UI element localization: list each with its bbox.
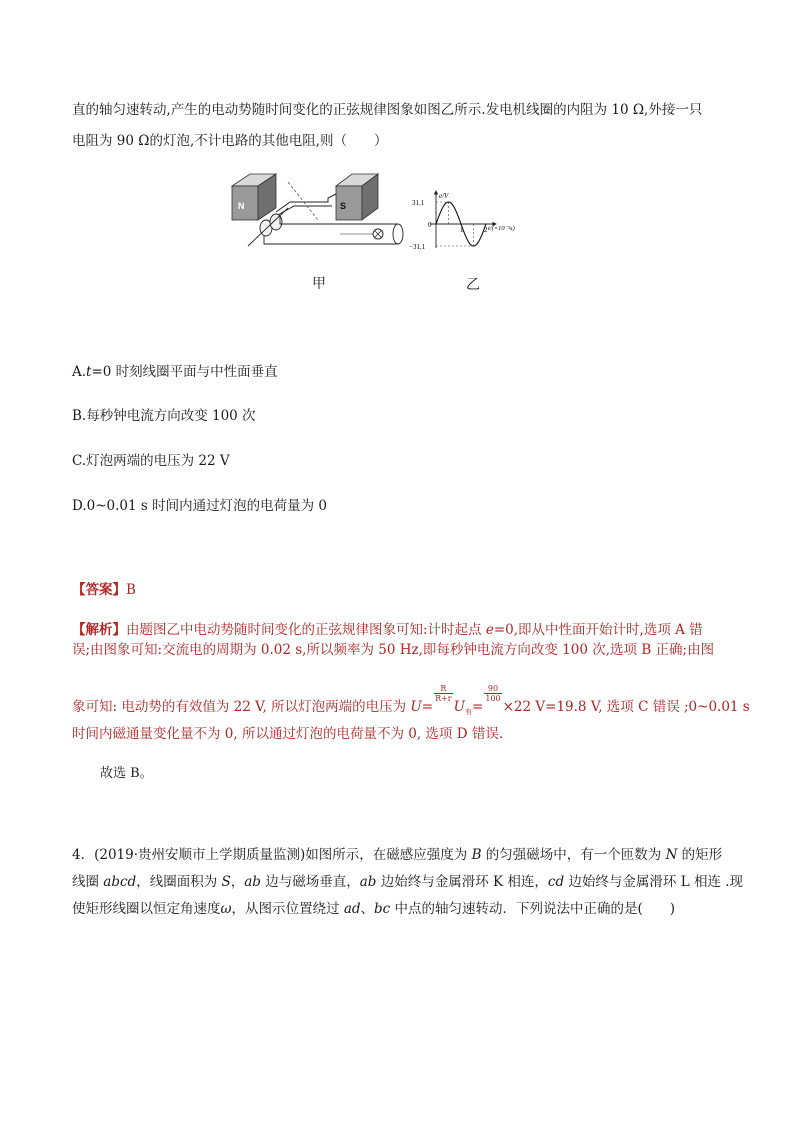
option-d: D.0~0.01 s 时间内通过灯泡的电荷量为 0: [72, 498, 327, 514]
analysis-line-3: 象可知: 电动势的有效值为 22 V, 所以灯泡两端的电压为 U= $\frac{R}{R+r}$ $U_有=$ $\frac{90}{100}$ ×22 V=19.8 V, 选项 C 错误 ;0~0.01 s: [72, 684, 750, 716]
intro-line-2: 电阻为 90 Ω的灯泡,不计电路的其他电阻,则（ ）: [72, 133, 388, 149]
generator-figure: [228, 172, 406, 252]
caption-yi: 乙: [466, 277, 480, 293]
y-axis-label: e/V: [439, 192, 449, 200]
option-c: C.灯泡两端的电压为 22 V: [72, 453, 230, 469]
caption-jia: 甲: [312, 276, 326, 292]
analysis-line-4: 时间内磁通量变化量不为 0, 所以通过灯泡的电荷量不为 0, 选项 D 错误.: [72, 726, 504, 742]
x-tick-1: 1: [460, 226, 464, 234]
intro-line-1: 直的轴匀速转动,产生的电动势随时间变化的正弦规律图象如图乙所示.发电机线圈的内阻为 10 Ω,外接一只: [72, 102, 703, 118]
y-max-label: 31.1: [412, 199, 425, 207]
question4-line-2: 线圈 abcd，线圈面积为 S，ab 边与磁场垂直，ab 边始终与金属滑环 K 相连，cd 边始终与金属滑环 L 相连 .现: [72, 874, 744, 890]
option-b: B.每秒钟电流方向改变 100 次: [72, 408, 256, 424]
question4-line-3: 使矩形线圈以恒定角速度ω，从图示位置绕过 ad、bc 中点的轴匀速转动．下列说法中正确的是( ): [72, 901, 676, 917]
emf-graph: [408, 188, 538, 254]
analysis-line-2: 误;由图象可知:交流电的周期为 0.02 s,所以频率为 50 Hz,即每秒钟电流方向改变 100 次,选项 B 正确;由图: [72, 642, 715, 658]
fraction-r-over-rr: $\frac{R}{R+r}$: [435, 684, 452, 703]
x-axis-label: t/(×10⁻²s): [488, 225, 515, 232]
fraction-90-over-100: $\frac{90}{100}$: [485, 684, 501, 703]
y-min-label: −31.1: [409, 243, 426, 251]
magnet-n-label: N: [238, 201, 245, 211]
x-tick-2: 2: [484, 226, 488, 234]
answer-line: 【答案】B: [72, 582, 136, 598]
conclusion: 故选 B。: [100, 766, 153, 781]
magnet-s-label: S: [340, 201, 347, 211]
option-a: A.t=0 时刻线圈平面与中性面垂直: [72, 364, 278, 380]
question4-line-1: 4．(2019·贵州安顺市上学期质量监测)如图所示，在磁感应强度为 B 的匀强磁场中，有一个匝数为 N 的矩形: [72, 847, 723, 863]
y-zero-label: 0: [428, 221, 432, 229]
analysis-line-1: 【解析】由题图乙中电动势随时间变化的正弦规律图象可知:计时起点 e=0,即从中性面开始计时,选项 A 错: [72, 622, 703, 638]
